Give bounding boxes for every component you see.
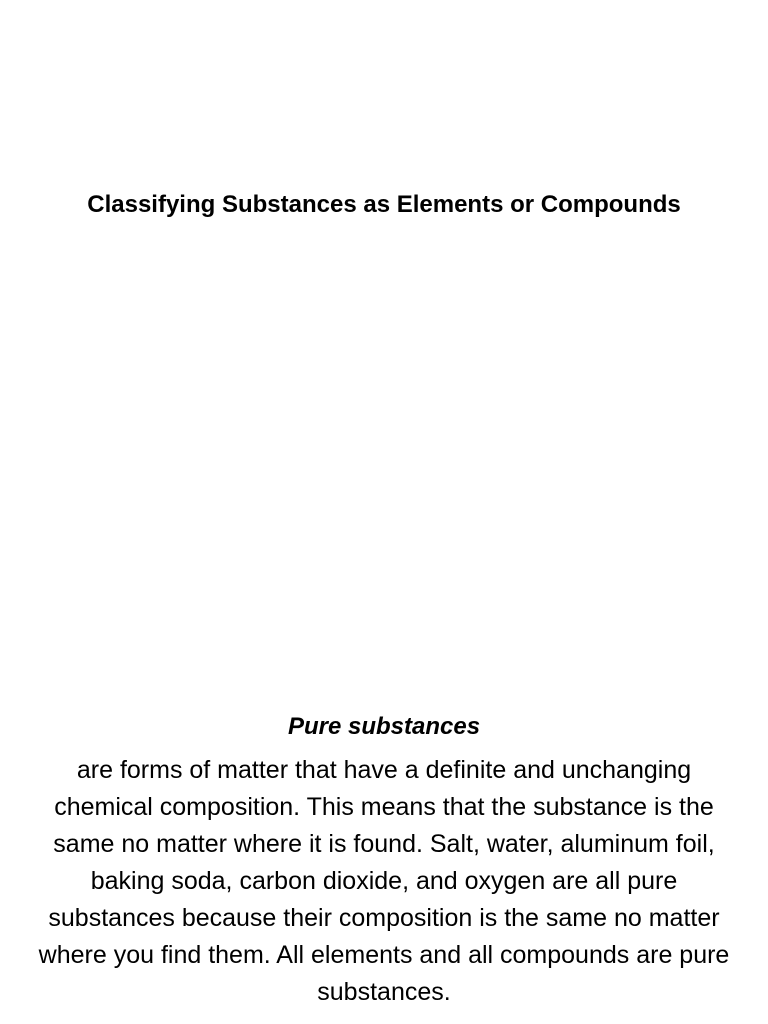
section-heading: Pure substances bbox=[287, 713, 481, 740]
body-paragraph: are forms of matter that have a definite and unchanging chemical composition. This means that the substance is the same no matter where it is found. Salt, water, aluminum foil, baking soda, carbon dioxide, and oxygen are all pure substances because their composition is the same no matter where you find them. All elements and all compounds are pure substances. bbox=[38, 756, 730, 1006]
page-title: Classifying Substances as Elements or Compounds bbox=[87, 191, 681, 218]
